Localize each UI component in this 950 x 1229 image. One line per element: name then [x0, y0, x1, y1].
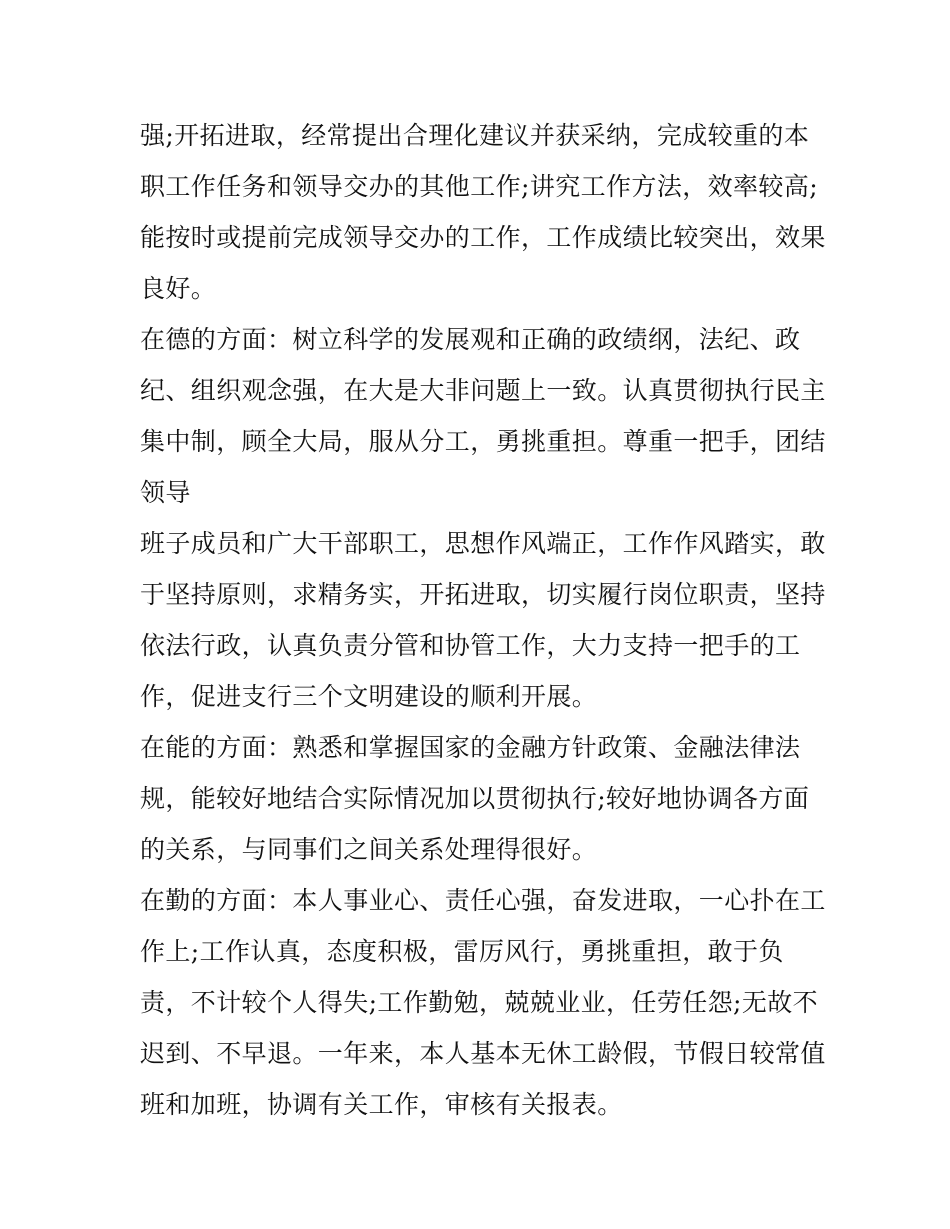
text-line: 良好。 — [140, 274, 217, 303]
text-line: 于坚持原则，求精务实，开拓进取，切实履行岗位职责，坚持 — [140, 580, 826, 609]
text-line: 职工作任务和领导交办的其他工作;讲究工作方法，效率较高; — [140, 172, 819, 201]
text-line: 的关系，与同事们之间关系处理得很好。 — [140, 835, 598, 864]
text-line: 能按时或提前完成领导交办的工作，工作成绩比较突出，效果 — [140, 223, 826, 252]
document-body — [140, 110, 830, 1130]
text-line: 强;开拓进取，经常提出合理化建议并获采纳，完成较重的本 — [140, 121, 810, 150]
text-line: 纪、组织观念强，在大是大非问题上一致。认真贯彻执行民主 — [140, 376, 826, 405]
text-line: 作，促进支行三个文明建设的顺利开展。 — [140, 682, 598, 711]
text-line: 班和加班，协调有关工作，审核有关报表。 — [140, 1090, 623, 1119]
text-line: 作上;工作认真，态度积极，雷厉风行，勇挑重担，敢于负 — [140, 937, 784, 966]
text-line: 领导 — [140, 478, 191, 507]
text-line: 在德的方面：树立科学的发展观和正确的政绩纲，法纪、政 — [140, 325, 801, 354]
text-line: 班子成员和广大干部职工，思想作风端正，工作作风踏实，敢 — [140, 529, 826, 558]
text-line: 规，能较好地结合实际情况加以贯彻执行;较好地协调各方面 — [140, 784, 810, 813]
text-line: 责，不计较个人得失;工作勤勉，兢兢业业，任劳任怨;无故不 — [140, 988, 819, 1017]
text-line: 依法行政，认真负责分管和协管工作，大力支持一把手的工 — [140, 631, 801, 660]
text-line: 迟到、不早退。一年来，本人基本无休工龄假，节假日较常值 — [140, 1039, 826, 1068]
text-line: 在勤的方面：本人事业心、责任心强，奋发进取，一心扑在工 — [140, 886, 826, 915]
text-line: 集中制，顾全大局，服从分工，勇挑重担。尊重一把手，团结 — [140, 427, 826, 456]
text-line: 在能的方面：熟悉和掌握国家的金融方针政策、金融法律法 — [140, 733, 801, 762]
